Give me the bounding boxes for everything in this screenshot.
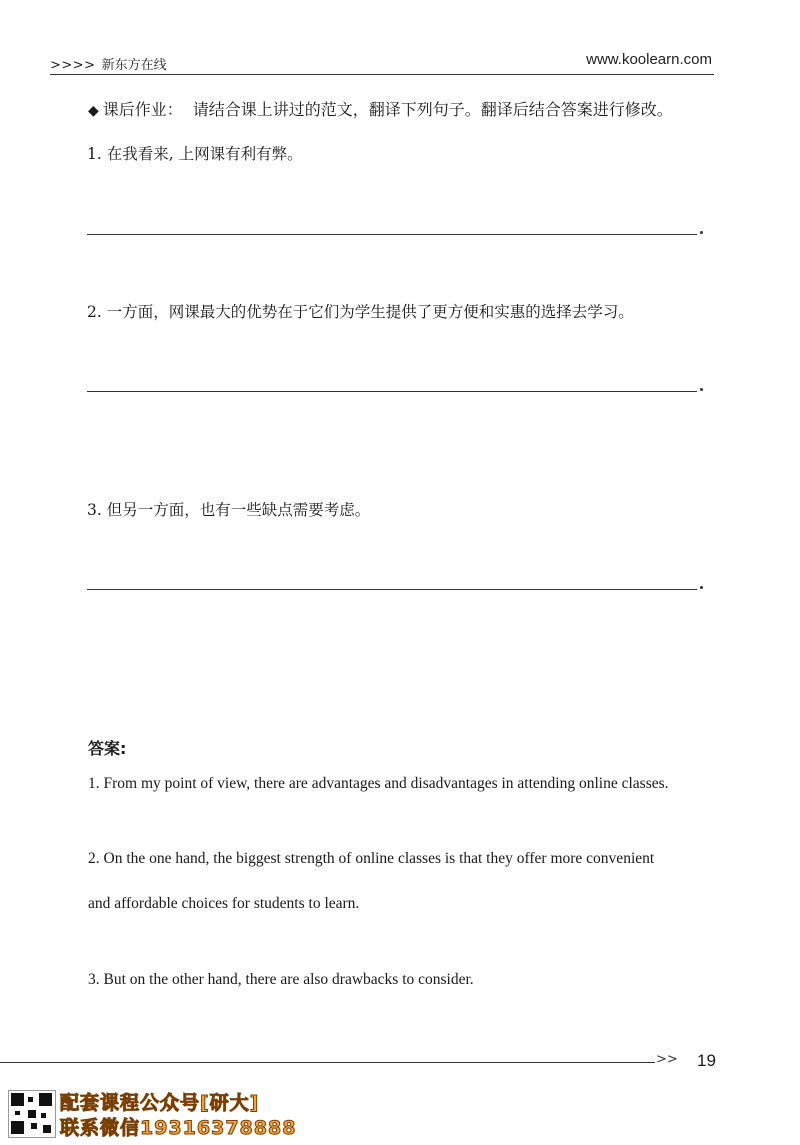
footer-arrow: >> — [656, 1052, 678, 1067]
answer-2-continued: and affordable choices for students to learn. — [88, 895, 360, 912]
question-2: 2. 一方面，网课最大的优势在于它们为学生提供了更方便和实惠的选择去学习。 — [87, 303, 634, 321]
line-end-dot — [700, 586, 703, 589]
header-brand-name: 新东方在线 — [101, 58, 167, 73]
watermark-line-1: 配套课程公众号[研大] — [60, 1092, 260, 1114]
answer-3: 3. But on the other hand, there are also drawbacks to consider. — [88, 971, 474, 988]
answers-title: 答案: — [88, 739, 127, 758]
answer-1: 1. From my point of view, there are advantages and disadvantages in attending online classes. — [88, 775, 669, 792]
answer-2: 2. On the one hand, the biggest strength of online classes is that they offer more convenient — [88, 850, 655, 867]
diamond-bullet-icon: ◆ — [88, 103, 99, 119]
question-3: 3. 但另一方面，也有一些缺点需要考虑。 — [87, 501, 371, 519]
answer-line-1 — [87, 234, 697, 235]
watermark-line-2: 联系微信19316378888 — [60, 1117, 297, 1139]
qr-code-icon — [8, 1090, 56, 1138]
footer-divider — [0, 1062, 655, 1063]
header-brand — [50, 54, 167, 73]
answer-line-3 — [87, 589, 697, 590]
question-1: 1. 在我看来, 上网课有利有弊。 — [87, 145, 303, 163]
page-header — [50, 48, 714, 75]
header-url: www.koolearn.com — [586, 51, 712, 68]
homework-title — [88, 97, 673, 120]
homework-instruction: 请结合课上讲过的范文，翻译下列句子。翻译后结合答案进行修改。 — [192, 100, 673, 119]
homework-label: 课后作业： — [102, 100, 183, 119]
line-end-dot — [700, 388, 703, 391]
page-number: 19 — [697, 1051, 716, 1070]
line-end-dot — [700, 231, 703, 234]
header-arrows: >>>> — [50, 58, 96, 73]
answer-line-2 — [87, 391, 697, 392]
